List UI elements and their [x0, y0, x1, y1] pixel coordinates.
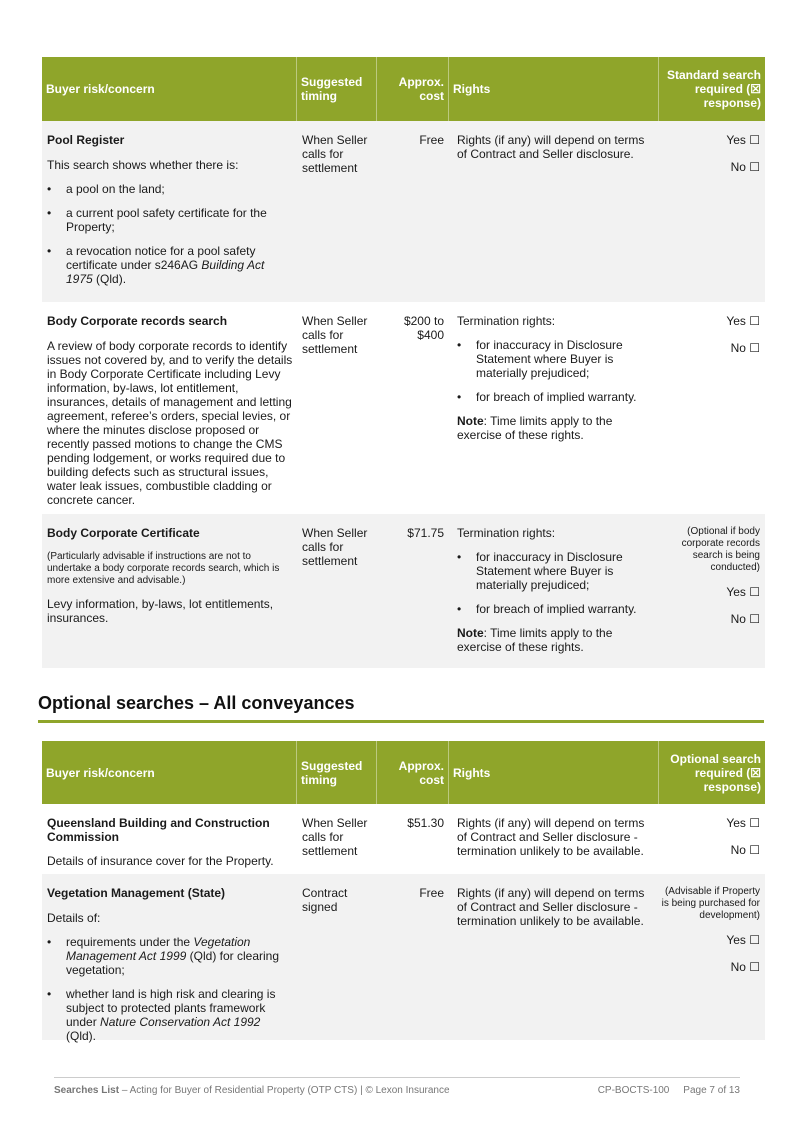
bullet-list: [457, 338, 655, 404]
yes-checkbox[interactable]: Yes ☐: [726, 816, 760, 830]
optional-searches-table: [42, 741, 765, 1043]
yes-checkbox[interactable]: Yes ☐: [726, 133, 760, 147]
row-small-note: (Particularly advisable if instructions are not to undertake a body corporate records search, which is more extensive and advisable.): [47, 551, 280, 586]
header-required: Standard search required (☒ response): [666, 68, 761, 110]
row-intro: Details of:: [47, 911, 101, 925]
header-required: Optional search required (☒ response): [670, 751, 761, 794]
list-item: • requirements under the Vegetation Management Act 1999 (Qld) for clearing vegetation;: [47, 935, 293, 977]
page-number: Page 7 of 13: [683, 1085, 740, 1096]
rights-intro: Termination rights:: [457, 526, 556, 540]
required-note: (Advisable if Property is being purchased for development): [661, 886, 760, 921]
list-item: • for breach of implied warranty.: [457, 602, 655, 616]
yes-checkbox[interactable]: Yes ☐: [726, 314, 760, 328]
row-timing: When Seller calls for settlement: [302, 314, 368, 356]
required-note: (Optional if body corporate records search is being conducted): [681, 526, 760, 573]
header-rights: Rights: [449, 741, 659, 804]
header-timing: Suggested timing: [297, 57, 377, 121]
row-intro: This search shows whether there is:: [47, 158, 239, 172]
header-risk: Buyer risk/concern: [42, 741, 297, 804]
row-title: Body Corporate records search: [47, 314, 228, 328]
list-item: • a revocation notice for a pool safety certificate under s246AG Building Act 1975 (Qld).: [47, 244, 293, 286]
footer-doc-title: Searches List – Acting for Buyer of Residential Property (OTP CTS) | © Lexon Insurance: [54, 1085, 450, 1096]
footer-meta: [598, 1084, 740, 1098]
bullet-list: [47, 182, 293, 286]
list-item: • whether land is high risk and clearing is subject to protected plants framework under Nature Conservation Act 1992 (Qld).: [47, 987, 293, 1043]
row-rights: Rights (if any) will depend on terms of Contract and Seller disclosure - termination unlikely to be available.: [457, 886, 645, 928]
header-cost: Approx. cost: [377, 57, 449, 121]
table-row: [42, 874, 765, 1043]
row-body: Levy information, by-laws, lot entitlements, insurances.: [47, 597, 274, 625]
no-checkbox[interactable]: No ☐: [730, 341, 760, 355]
section-title: Optional searches – All conveyances: [38, 693, 355, 713]
row-timing: When Seller calls for settlement: [302, 816, 368, 858]
row-cost: Free: [419, 133, 444, 147]
rights-intro: Termination rights:: [457, 314, 556, 328]
row-title: Body Corporate Certificate: [47, 526, 200, 540]
bullet-list: [47, 935, 293, 1043]
section-divider: [38, 720, 764, 723]
list-item: • for inaccuracy in Disclosure Statement where Buyer is materially prejudiced;: [457, 338, 655, 380]
no-checkbox[interactable]: No ☐: [730, 612, 760, 626]
doc-code: CP-BOCTS-100: [597, 1085, 670, 1096]
yes-checkbox[interactable]: Yes ☐: [726, 933, 760, 947]
row-title: Vegetation Management (State): [47, 886, 226, 900]
header-timing: Suggested timing: [297, 741, 377, 804]
row-timing: Contract signed: [302, 886, 348, 914]
rights-note: Note: Time limits apply to the exercise of these rights.: [457, 414, 613, 442]
row-body: Details of insurance cover for the Property.: [47, 854, 274, 868]
no-checkbox[interactable]: No ☐: [730, 843, 760, 857]
page-footer: [54, 1084, 740, 1098]
list-item: • a pool on the land;: [47, 182, 293, 196]
header-risk: Buyer risk/concern: [42, 57, 297, 121]
bullet-list: [457, 550, 655, 616]
row-timing: When Seller calls for settlement: [302, 526, 368, 568]
row-timing: When Seller calls for settlement: [302, 133, 368, 175]
rights-note: Note: Time limits apply to the exercise of these rights.: [457, 626, 613, 654]
table-row: [42, 302, 765, 514]
table-header: [42, 741, 765, 804]
header-rights: Rights: [449, 57, 659, 121]
table-row: [42, 514, 765, 668]
table-row: [42, 804, 765, 874]
list-item: • for inaccuracy in Disclosure Statement where Buyer is materially prejudiced;: [457, 550, 655, 592]
row-rights: Rights (if any) will depend on terms of Contract and Seller disclosure - termination unlikely to be available.: [457, 816, 645, 858]
table-row: [42, 121, 765, 302]
row-title: Pool Register: [47, 133, 125, 147]
row-cost: $200 to $400: [403, 314, 444, 342]
row-cost: $51.30: [407, 816, 444, 830]
row-body: A review of body corporate records to identify issues not covered by, and to verify the details in Body Corporate Certificate including Levy information, by-laws, lot entitlement, insurances, details of management and letting agreement, referee’s orders, special levies, or where the minutes disclose proposed or recently passed motions to change the CMS pending lodgement, or works required due to building defects such as structural issues, water leak issues, combustible cladding or concrete cancer.: [47, 339, 293, 507]
row-title: Queensland Building and Construction Commission: [47, 816, 270, 844]
footer-divider: [54, 1077, 740, 1078]
standard-searches-table: [42, 57, 765, 668]
row-rights: Rights (if any) will depend on terms of Contract and Seller disclosure.: [457, 133, 645, 161]
row-cost: $71.75: [407, 526, 444, 540]
no-checkbox[interactable]: No ☐: [730, 160, 760, 174]
list-item: • a current pool safety certificate for the Property;: [47, 206, 293, 234]
row-cost: Free: [419, 886, 444, 900]
yes-checkbox[interactable]: Yes ☐: [726, 585, 760, 599]
no-checkbox[interactable]: No ☐: [730, 960, 760, 974]
list-item: • for breach of implied warranty.: [457, 390, 655, 404]
header-cost: Approx. cost: [377, 741, 449, 804]
table-header: [42, 57, 765, 121]
